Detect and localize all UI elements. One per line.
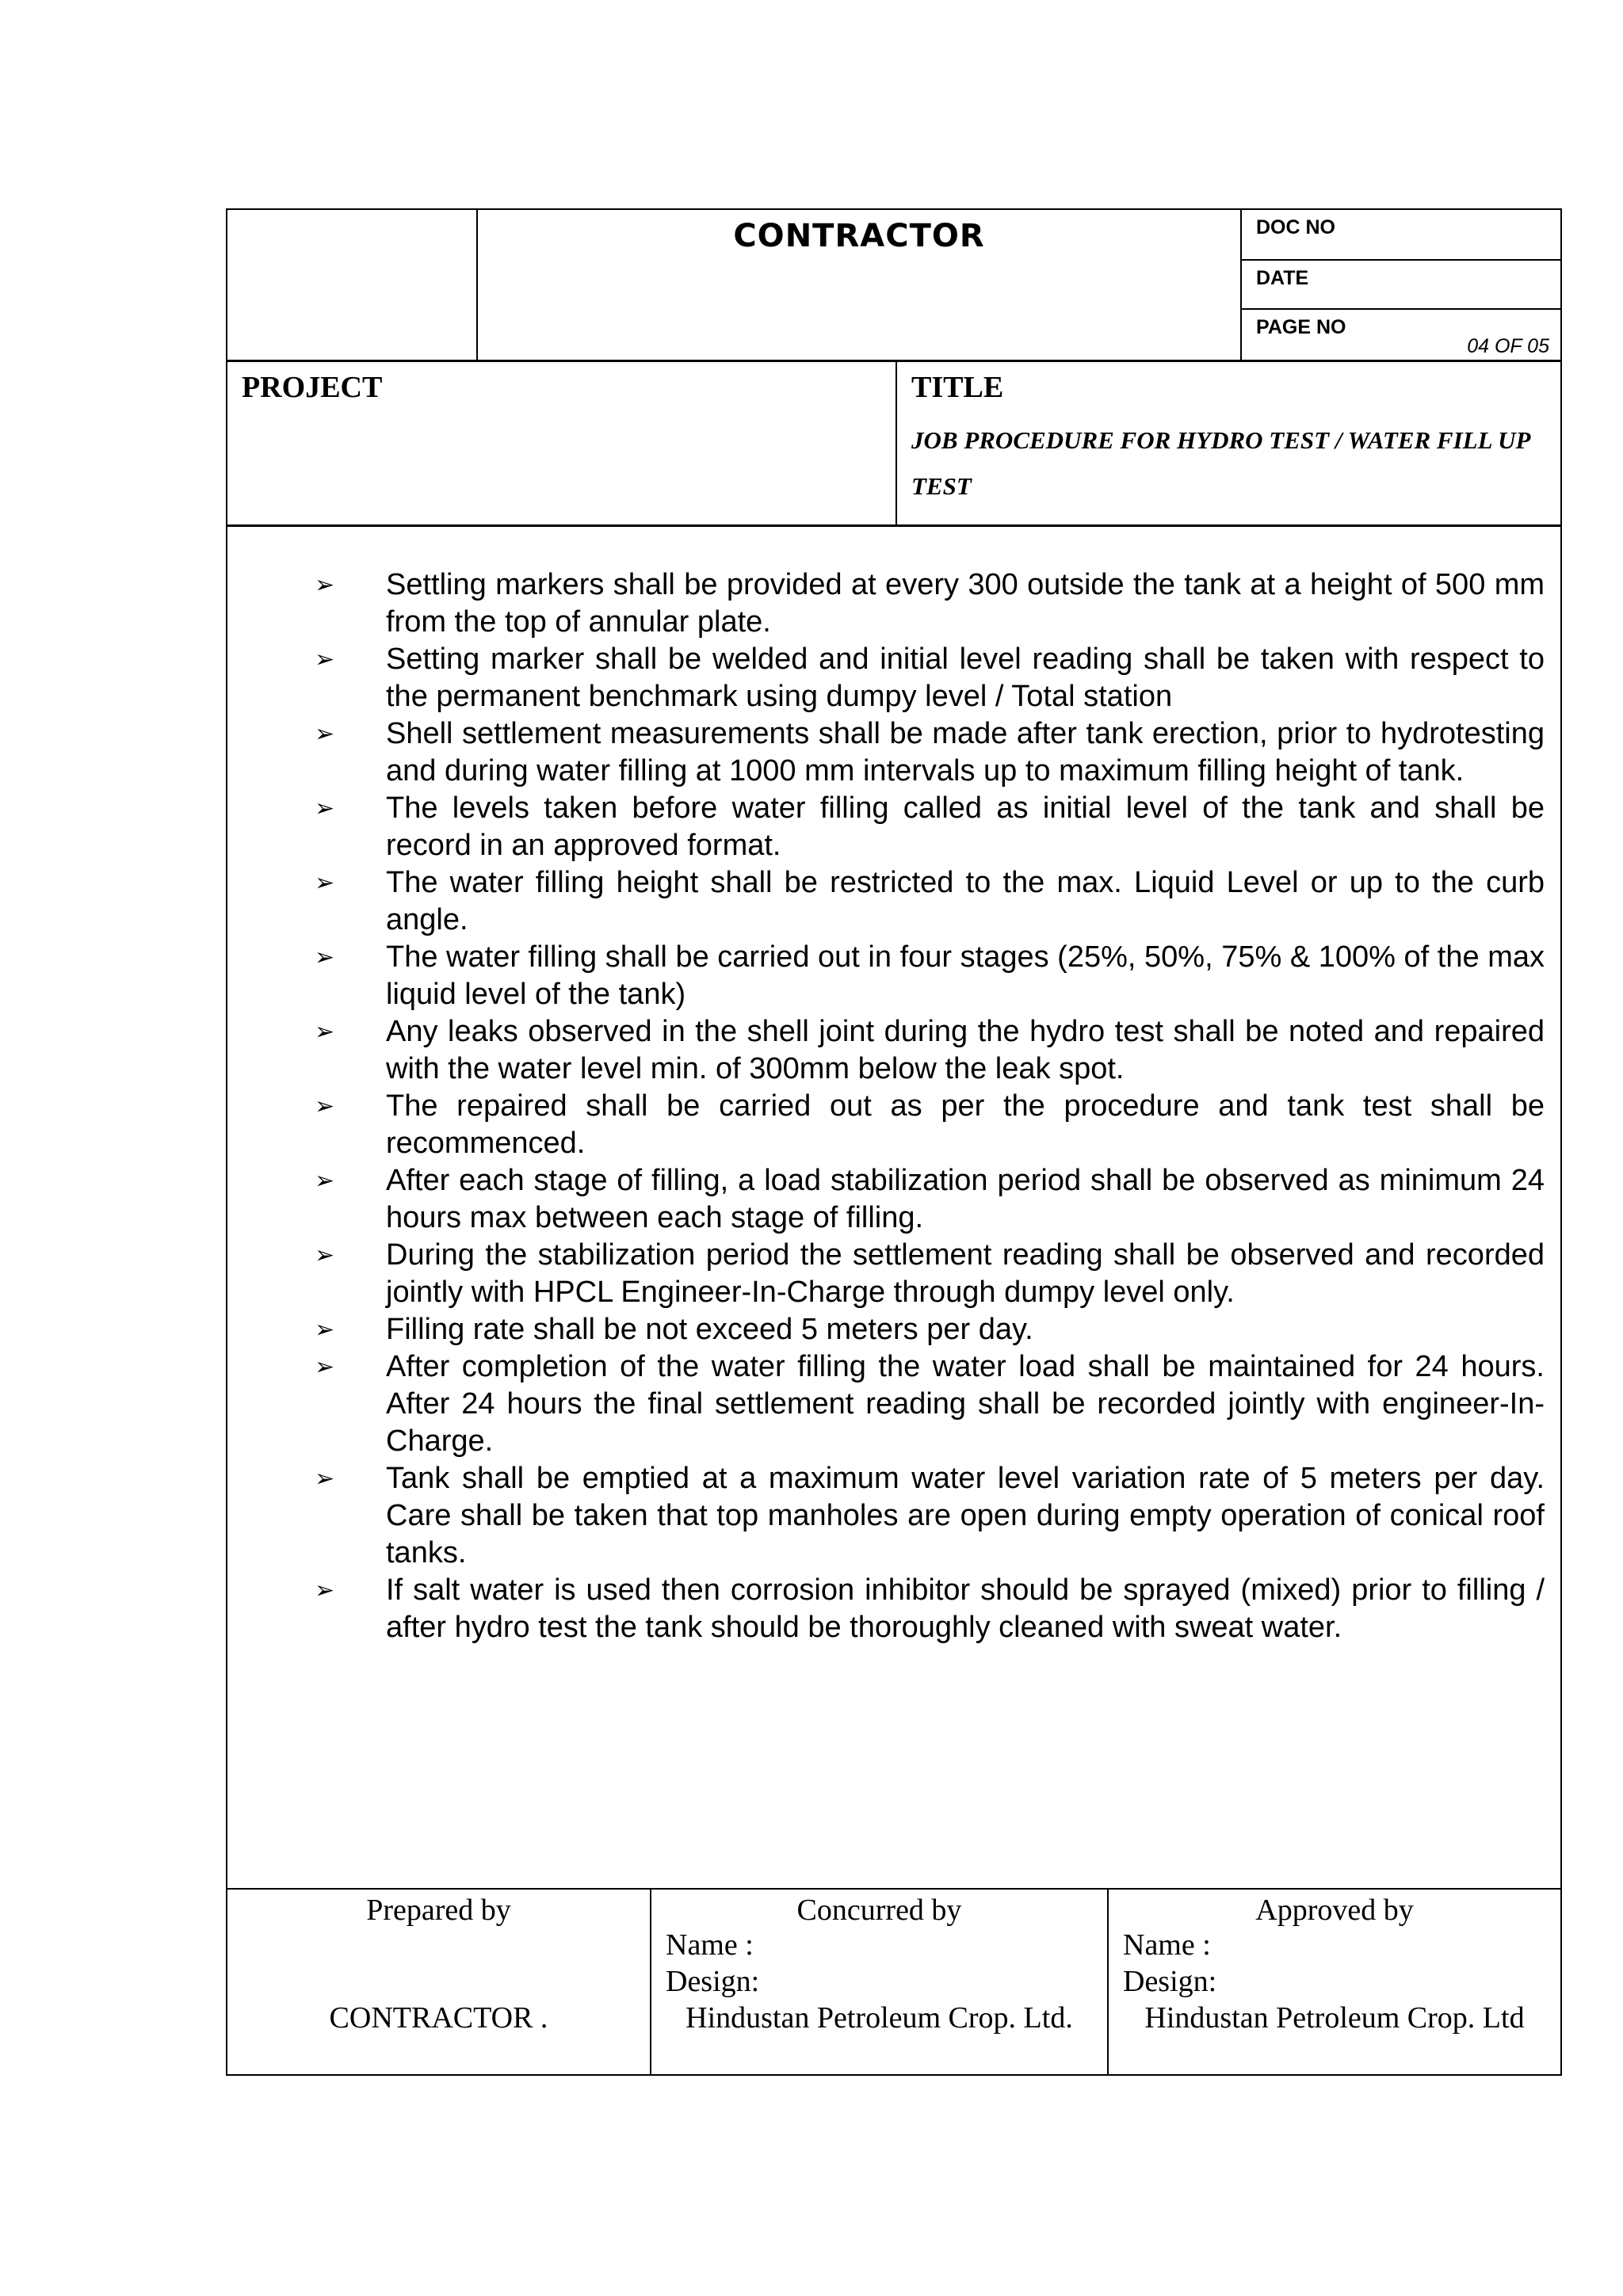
list-item-text: The repaired shall be carried out as per the procedure and tank test shall be recommenced. bbox=[386, 1089, 1545, 1160]
approved-design-label: Design: bbox=[1123, 1965, 1217, 1998]
list-item-text: After each stage of filling, a load stabilization period shall be observed as minimum 24 hours max between each stage of filling. bbox=[386, 1164, 1545, 1234]
signature-block bbox=[227, 1888, 1560, 2074]
arrow-bullet-icon: ➢ bbox=[315, 720, 335, 748]
arrow-bullet-icon: ➢ bbox=[315, 944, 335, 971]
prepared-by-heading: Prepared by bbox=[366, 1894, 511, 1927]
list-item-text: Filling rate shall be not exceed 5 meters per day. bbox=[386, 1313, 1033, 1346]
arrow-bullet-icon: ➢ bbox=[315, 1167, 335, 1195]
list-item-text: The levels taken before water filling called as initial level of the tank and shall be record in an approved format. bbox=[386, 791, 1545, 862]
date-label: DATE bbox=[1256, 267, 1309, 289]
list-item bbox=[227, 939, 1560, 1013]
list-item-text: After completion of the water filling the water load shall be maintained for 24 hours. After 24 hours the final settlement reading shall be recorded jointly with engineer-In-Charge. bbox=[386, 1350, 1545, 1458]
date-row bbox=[1242, 261, 1560, 310]
list-item bbox=[227, 1572, 1560, 1646]
arrow-bullet-icon: ➢ bbox=[315, 795, 335, 822]
page-no-label: PAGE NO bbox=[1256, 316, 1346, 338]
arrow-bullet-icon: ➢ bbox=[315, 1353, 335, 1381]
arrow-bullet-icon: ➢ bbox=[315, 1316, 335, 1344]
document-sheet bbox=[226, 208, 1562, 2076]
list-item bbox=[227, 566, 1560, 641]
arrow-bullet-icon: ➢ bbox=[315, 571, 335, 599]
arrow-bullet-icon: ➢ bbox=[315, 1465, 335, 1493]
list-item bbox=[227, 641, 1560, 715]
arrow-bullet-icon: ➢ bbox=[315, 1577, 335, 1604]
list-item bbox=[227, 1013, 1560, 1088]
doc-no-row bbox=[1242, 210, 1560, 261]
prepared-by-company: CONTRACTOR . bbox=[329, 2001, 548, 2035]
approved-by-heading: Approved by bbox=[1255, 1894, 1414, 1927]
project-block bbox=[227, 362, 1560, 527]
logo-cell bbox=[227, 210, 478, 360]
list-item bbox=[227, 1348, 1560, 1460]
arrow-bullet-icon: ➢ bbox=[315, 646, 335, 673]
approved-by-cell bbox=[1109, 1890, 1560, 2074]
list-item bbox=[227, 715, 1560, 790]
arrow-bullet-icon: ➢ bbox=[315, 869, 335, 897]
procedure-body bbox=[227, 527, 1560, 1905]
project-label: PROJECT bbox=[242, 371, 383, 404]
list-item-text: If salt water is used then corrosion inhibitor should be sprayed (mixed) prior to filling / after hydro test the tank should be thoroughly cleaned with sweat water. bbox=[386, 1573, 1545, 1644]
list-item-text: The water filling shall be carried out in four stages (25%, 50%, 75% & 100% of the max liquid level of the tank) bbox=[386, 940, 1545, 1011]
list-item bbox=[227, 1162, 1560, 1237]
list-item-text: Settling markers shall be provided at every 300 outside the tank at a height of 500 mm from the top of annular plate. bbox=[386, 568, 1545, 639]
procedure-list bbox=[227, 566, 1560, 1646]
list-item bbox=[227, 864, 1560, 939]
list-item-text: The water filling height shall be restricted to the max. Liquid Level or up to the curb angle. bbox=[386, 866, 1545, 936]
arrow-bullet-icon: ➢ bbox=[315, 1018, 335, 1046]
list-item bbox=[227, 1311, 1560, 1348]
doc-no-label: DOC NO bbox=[1256, 216, 1335, 238]
contractor-cell bbox=[478, 210, 1242, 360]
concurred-design-label: Design: bbox=[666, 1965, 760, 1998]
list-item-text: Tank shall be emptied at a maximum water level variation rate of 5 meters per day. Care shall be taken that top manholes are open during empty operation of conical roof tanks. bbox=[386, 1462, 1545, 1569]
approved-name-label: Name : bbox=[1123, 1928, 1211, 1962]
concurred-by-company: Hindustan Petroleum Crop. Ltd. bbox=[685, 2001, 1073, 2035]
title-cell bbox=[897, 362, 1560, 524]
page-no-value: 04 OF 05 bbox=[1467, 335, 1549, 357]
list-item-text: During the stabilization period the settlement reading shall be observed and recorded jointly with HPCL Engineer-In-Charge through dumpy level only. bbox=[386, 1238, 1545, 1309]
title-label: TITLE bbox=[911, 371, 1004, 404]
doc-info bbox=[1242, 210, 1560, 360]
company-title: CONTRACTOR bbox=[733, 218, 985, 254]
list-item bbox=[227, 790, 1560, 864]
list-item-text: Any leaks observed in the shell joint during the hydro test shall be noted and repaired with the water level min. of 300mm below the leak spot. bbox=[386, 1015, 1545, 1085]
project-cell bbox=[227, 362, 897, 524]
list-item-text: Shell settlement measurements shall be made after tank erection, prior to hydrotesting and during water filling at 1000 mm intervals up to maximum filling height of tank. bbox=[386, 717, 1545, 788]
list-item bbox=[227, 1237, 1560, 1311]
list-item bbox=[227, 1460, 1560, 1572]
concurred-by-cell bbox=[651, 1890, 1109, 2074]
concurred-by-heading: Concurred by bbox=[796, 1894, 962, 1927]
list-item bbox=[227, 1088, 1560, 1162]
arrow-bullet-icon: ➢ bbox=[315, 1241, 335, 1269]
list-item-text: Setting marker shall be welded and initial level reading shall be taken with respect to the permanent benchmark using dumpy level / Total station bbox=[386, 643, 1545, 713]
document-title: JOB PROCEDURE FOR HYDRO TEST / WATER FILL UP TEST bbox=[911, 426, 1530, 500]
arrow-bullet-icon: ➢ bbox=[315, 1093, 335, 1120]
page-no-row bbox=[1242, 310, 1560, 360]
concurred-name-label: Name : bbox=[666, 1928, 754, 1962]
approved-by-company: Hindustan Petroleum Crop. Ltd bbox=[1144, 2001, 1525, 2035]
header-block bbox=[227, 210, 1560, 362]
prepared-by-cell bbox=[227, 1890, 651, 2074]
